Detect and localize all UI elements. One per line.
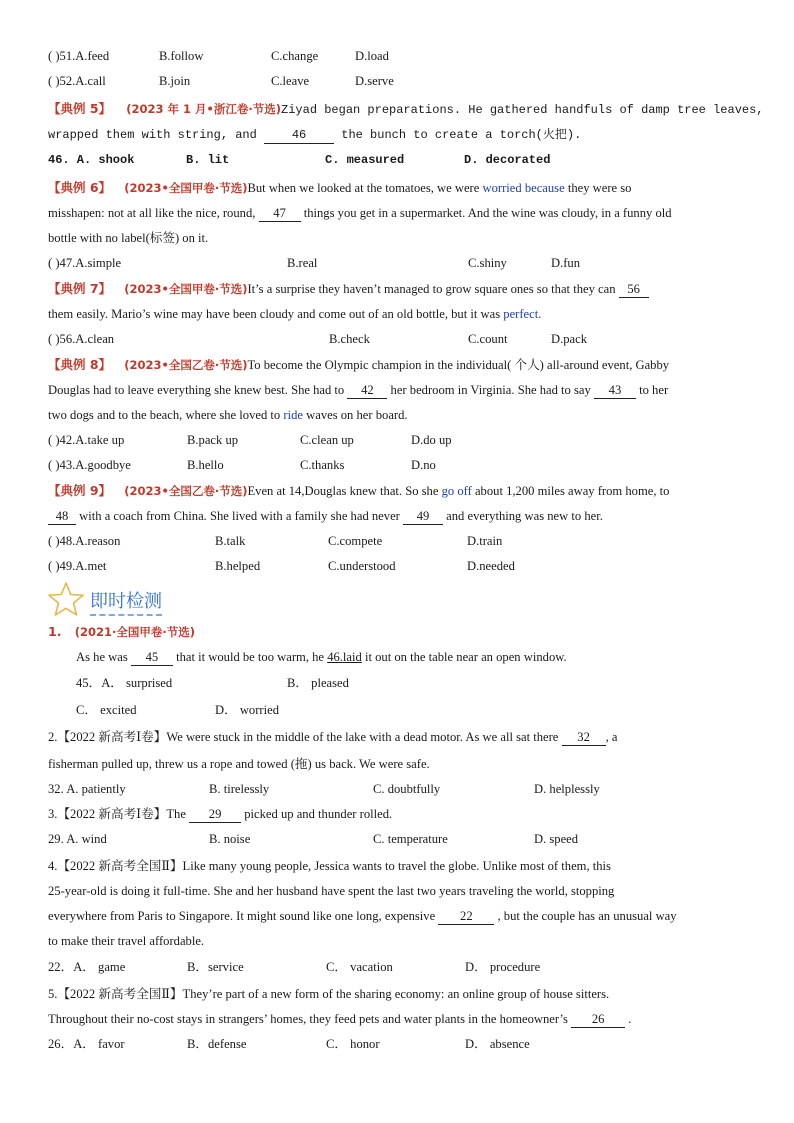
- example-5: 【典例 5】 (2023 年 1 月•浙江卷·节选)Ziyad began preparations. He gathered handfuls of damp tree leaves,: [48, 101, 764, 117]
- example-6-options: ( )47.A.simple B.real C.shiny D.fun: [48, 256, 581, 270]
- answer-blank[interactable]: 49: [403, 508, 443, 525]
- question-49-options: ( )49.A.met B.helped C.understood D.needed: [48, 559, 515, 573]
- example-6-line-2: misshapen: not at all like the nice, round, 47 things you get in a supermarket. And the wine was cloudy, in a funny old: [48, 206, 672, 220]
- answer-blank[interactable]: 45: [131, 649, 173, 666]
- practice-1-head: 1. (2021·全国甲卷·节选): [48, 624, 195, 639]
- practice-1-text: As he was 45 that it would be too warm, he 46.laid it out on the table near an open window.: [76, 650, 567, 664]
- question-52-options: ( )52.A.call B.join C.leave D.serve: [48, 74, 394, 88]
- question-43-options: ( )43.A.goodbye B.hello C.thanks D.no: [48, 458, 436, 472]
- example-7: 【典例 7】 (2023•全国甲卷·节选)It’s a surprise they haven’t managed to grow square ones so that they can 56: [48, 276, 748, 302]
- example-9-line-2: 48 with a coach from China. She lived with a family she had never 49 and everything was new to her.: [48, 504, 748, 529]
- answer-blank[interactable]: 46: [264, 127, 334, 144]
- answer-blank[interactable]: 43: [594, 382, 636, 399]
- practice-4-line-3: everywhere from Paris to Singapore. It might sound like one long, expensive 22 , but the couple has an unusual way: [48, 909, 677, 923]
- example-tag: 【典例 9】: [48, 483, 112, 498]
- answer-blank[interactable]: 26: [571, 1011, 625, 1028]
- example-7-line-2: them easily. Mario’s wine may have been cloudy and come out of an old bottle, but it was perfect.: [48, 307, 542, 321]
- example-source: (2023 年 1 月•浙江卷·节选): [126, 102, 282, 116]
- example-source: (2023•全国甲卷·节选): [124, 282, 248, 296]
- example-5-line-2: wrapped them with string, and 46 the bunch to create a torch(火把).: [48, 128, 582, 142]
- example-tag: 【典例 7】: [48, 281, 112, 296]
- example-tag: 【典例 5】: [48, 101, 112, 116]
- answer-blank[interactable]: 47: [259, 205, 301, 222]
- practice-4-line-4: to make their travel affordable.: [48, 934, 205, 948]
- answer-blank[interactable]: 32: [562, 729, 606, 746]
- practice-2-line-2: fisherman pulled up, threw us a rope and towed (拖) us back. We were safe.: [48, 757, 430, 771]
- example-source: (2023•全国乙卷·节选): [124, 358, 248, 372]
- star-outline-icon: [46, 581, 86, 617]
- practice-1-options-row-2: C． excited D． worried: [76, 703, 280, 717]
- practice-5-line-2: Throughout their no-cost stays in strangers’ homes, they feed pets and water plants in the homeowner’s 26 .: [48, 1012, 632, 1026]
- example-source: (2023•全国乙卷·节选): [124, 484, 248, 498]
- example-6: 【典例 6】 (2023•全国甲卷·节选)But when we looked at the tomatoes, we were worried because they were so: [48, 180, 632, 195]
- question-48-options: ( )48.A.reason B.talk C.compete D.train: [48, 534, 503, 548]
- answer-blank[interactable]: 48: [48, 508, 76, 525]
- practice-5: 5.【2022 新高考全国Ⅱ】They’re part of a new form of the sharing economy: an online group of house sitters.: [48, 987, 610, 1001]
- practice-5-options: 26．A． favor B．defense C． honor D． absence: [48, 1037, 530, 1051]
- example-9: 【典例 9】 (2023•全国乙卷·节选)Even at 14,Douglas knew that. So she go off about 1,200 miles away from home, to: [48, 483, 670, 498]
- practice-4-line-2: 25-year-old is doing it full-time. She and her husband have spent the last two years traveling the world, stopping: [48, 884, 615, 898]
- question-51-options: ( )51.A.feed B.follow C.change D.load: [48, 49, 389, 63]
- practice-2: 2.【2022 新高考Ⅰ卷】We were stuck in the middle of the lake with a dead motor. As we all sat there 32 , a: [48, 730, 618, 744]
- example-7-options: ( )56.A.clean B.check C.count D.pack: [48, 332, 588, 346]
- answer-blank[interactable]: 29: [189, 806, 241, 823]
- answer-blank[interactable]: 42: [347, 382, 387, 399]
- example-source: (2023•全国甲卷·节选): [124, 181, 248, 195]
- practice-4: 4.【2022 新高考全国Ⅱ】Like many young people, Jessica wants to travel the globe. Unlike most of them, this: [48, 859, 611, 873]
- practice-3-options: 29. A. wind B. noise C. temperature D. speed: [48, 832, 579, 846]
- example-8: 【典例 8】 (2023•全国乙卷·节选)To become the Olympic champion in the individual( 个人) all-around event, Gabby: [48, 357, 670, 372]
- example-8-line-3: two dogs and to the beach, where she loved to ride waves on her board.: [48, 408, 408, 422]
- example-tag: 【典例 6】: [48, 180, 112, 195]
- practice-2-options: 32. A. patiently B. tirelessly C. doubtfully D. helplessly: [48, 782, 600, 796]
- practice-4-options: 22．A． game B．service C． vacation D． procedure: [48, 960, 541, 974]
- worksheet-page: [48, 44, 764, 1057]
- practice-source: (2021·全国甲卷·节选): [74, 625, 195, 639]
- practice-3: 3.【2022 新高考Ⅰ卷】The 29 picked up and thunder rolled.: [48, 807, 393, 821]
- section-header: [44, 581, 748, 617]
- example-6-line-3: bottle with no label(标签) on it.: [48, 231, 209, 245]
- example-8-line-2: Douglas had to leave everything she knew best. She had to 42 her bedroom in Virginia. She had to say 43 to her: [48, 383, 669, 397]
- answer-blank[interactable]: 56: [619, 281, 649, 298]
- practice-1-options-row-1: 45．A． surprised B． pleased: [76, 676, 349, 690]
- answer-blank[interactable]: 22: [438, 908, 494, 925]
- example-5-options: 46. A. shook B. lit C. measured D. decorated: [48, 153, 551, 167]
- example-tag: 【典例 8】: [48, 357, 112, 372]
- question-42-options: ( )42.A.take up B.pack up C.clean up D.do up: [48, 433, 452, 447]
- section-title: 即时检测: [90, 587, 162, 616]
